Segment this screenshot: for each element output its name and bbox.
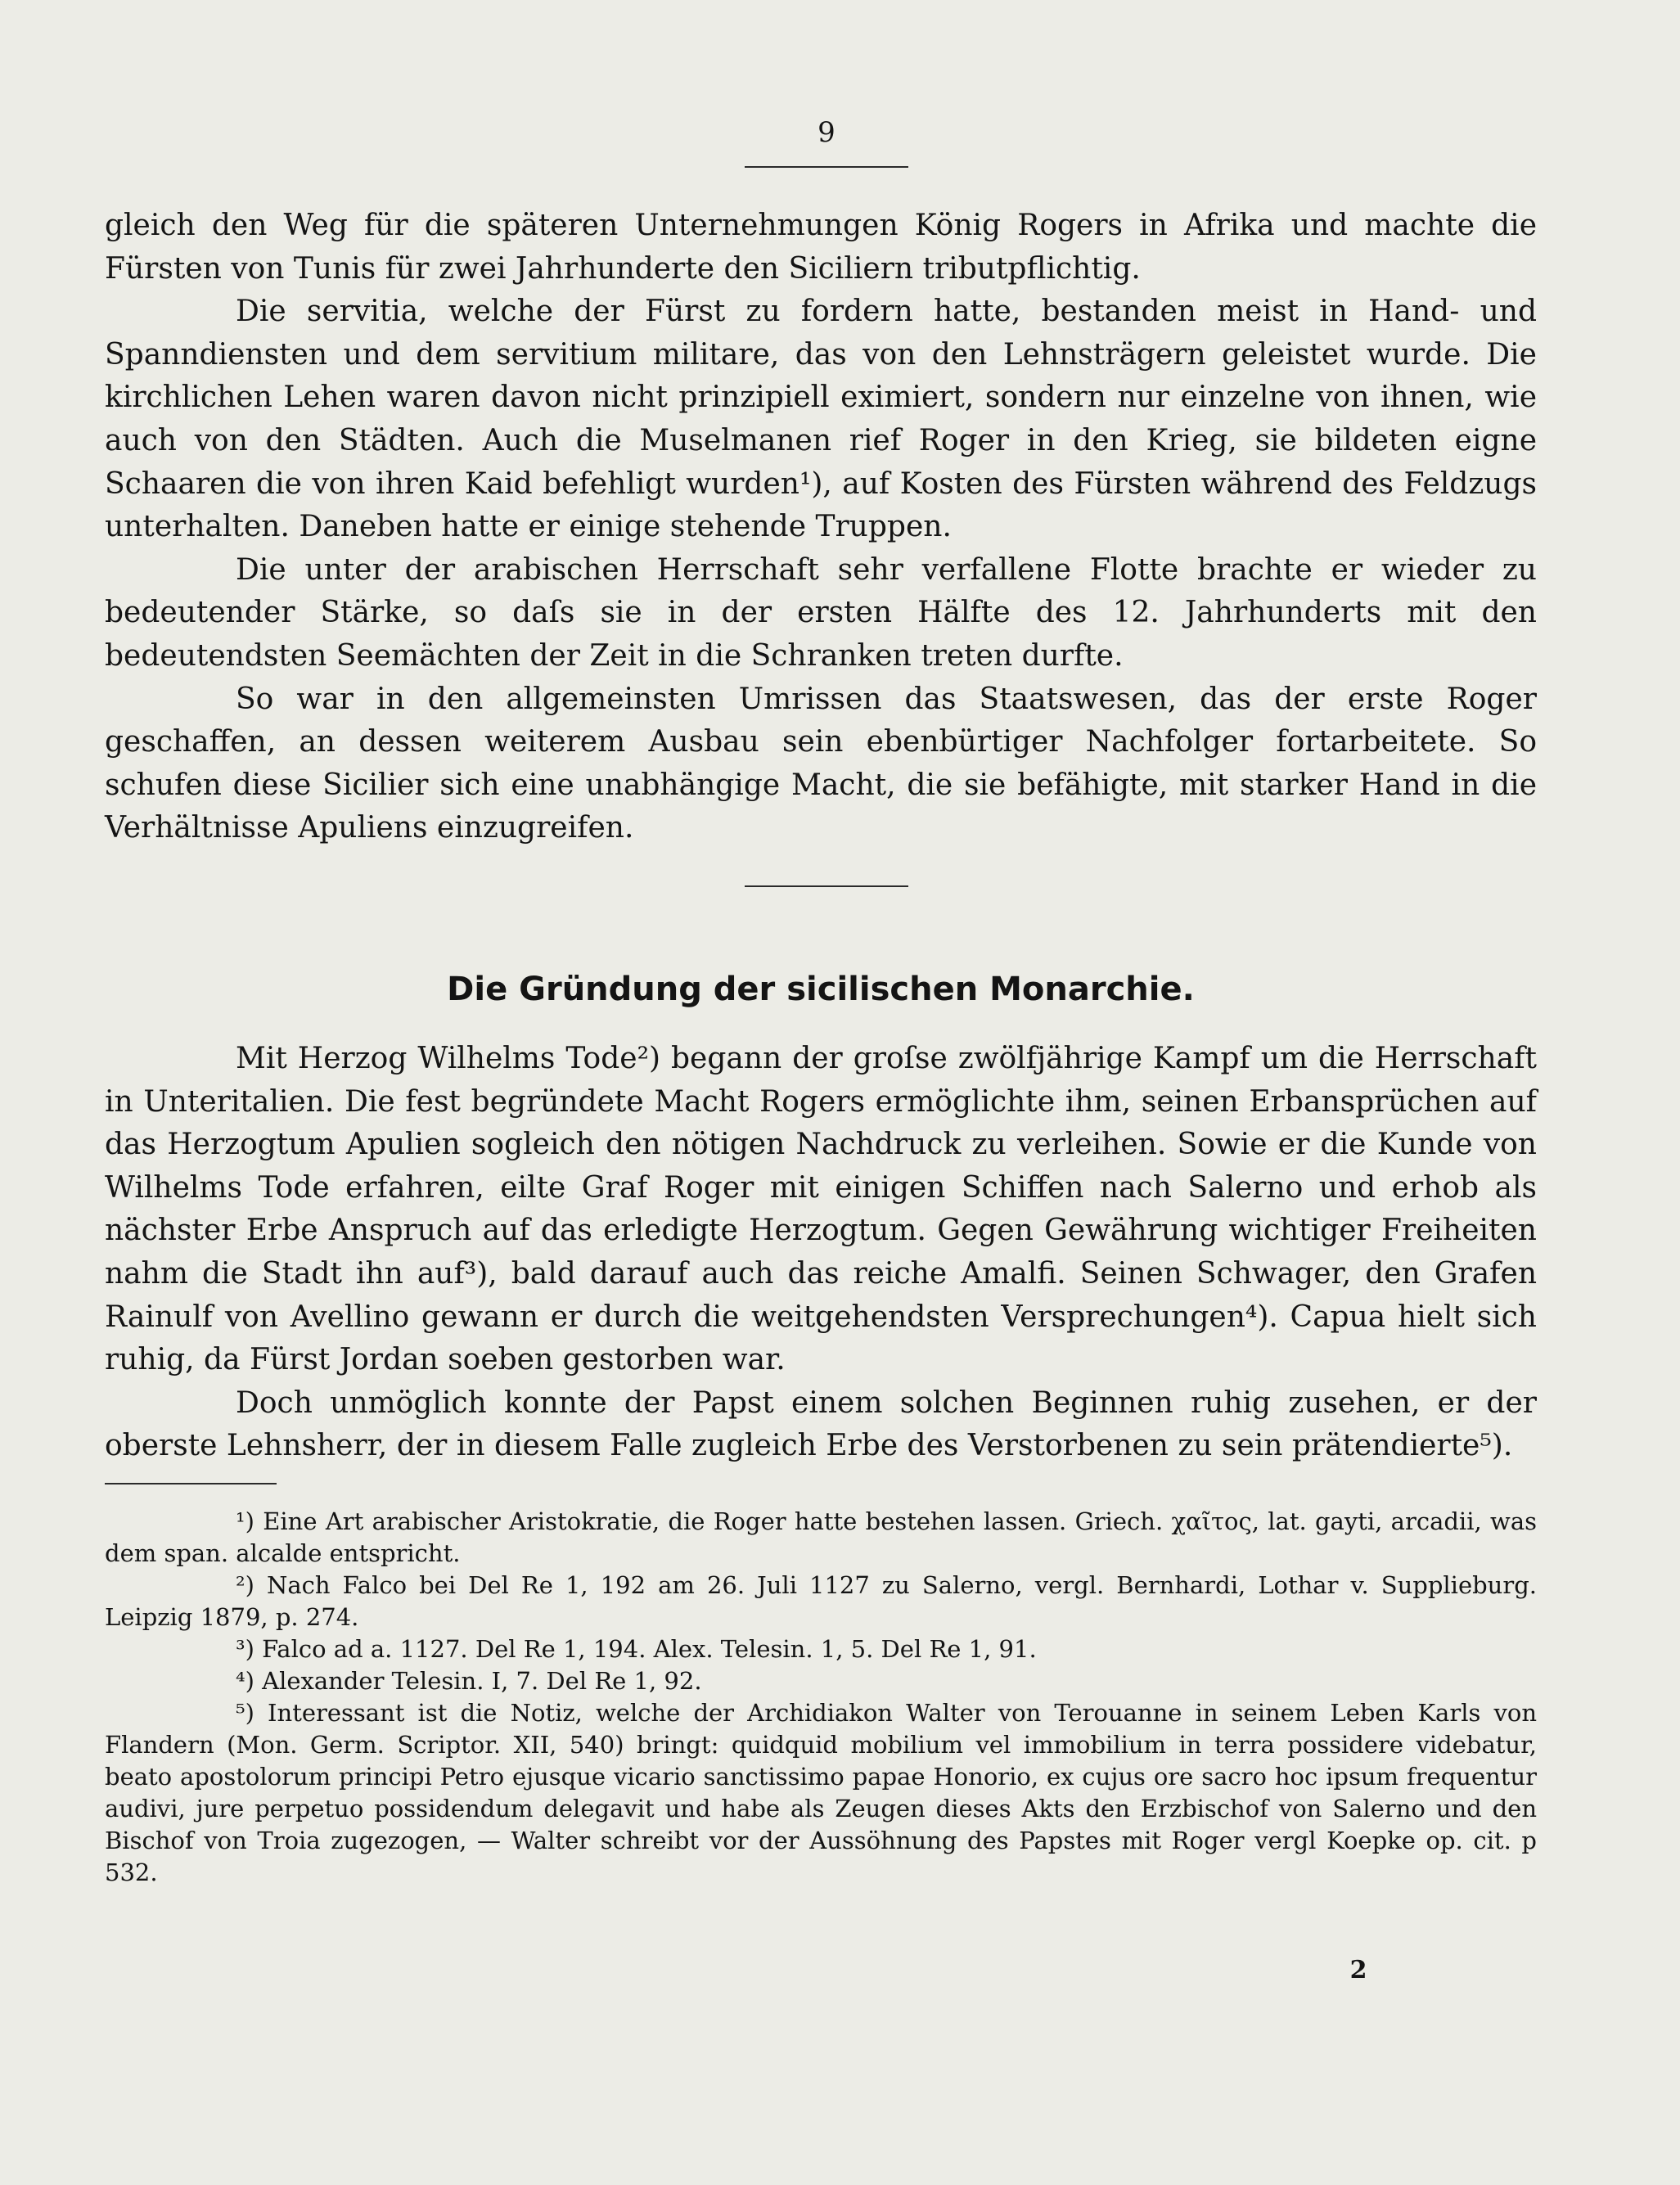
footnote: ⁴) Alexander Telesin. I, 7. Del Re 1, 92. [236, 1667, 702, 1695]
paragraph: Die servitia, welche der Fürst zu fordern hatte, bestanden meist in Hand- und Spanndiensten und dem servitium militare, das von den Lehnsträgern geleistet wurde. Die kirchlichen Lehen waren davon nicht prinzipiell eximiert, sondern nur einzelne von ihnen, wie auch von den Städten. Auch die Muselmanen rief Roger in den Krieg, sie bildeten eigne Schaaren die von ihren Kaid befehligt wurden¹), auf Kosten des Fürsten während des Feldzugs unterhalten. Daneben hatte er einige stehende Truppen. [105, 295, 1537, 544]
section-heading: Die Gründung der sicilischen Monarchie. [447, 971, 1195, 1008]
footnote: ³) Falco ad a. 1127. Del Re 1, 194. Alex. Telesin. 1, 5. Del Re 1, 91. [236, 1635, 1037, 1663]
footnote: ²) Nach Falco bei Del Re 1, 192 am 26. Juli 1127 zu Salerno, vergl. Bernhardi, Lothar v. Supplieburg. Leipzig 1879, p. 274. [105, 1571, 1537, 1631]
signature-mark: 2 [1349, 1956, 1367, 1985]
page-number: 9 [817, 116, 835, 149]
body-text-block-2 [105, 1038, 1537, 1468]
paragraph: So war in den allgemeinsten Umrissen das Staatswesen, das der erste Roger geschaffen, an dessen weiterem Ausbau sein ebenbürtiger Nachfolger fortarbeitete. So schufen diese Sicilier sich eine unabhängige Macht, die sie befähigte, mit starker Hand in die Verhältnisse Apuliens einzugreifen. [105, 682, 1537, 845]
footnote-rule [105, 1483, 277, 1484]
body-text-block-1 [105, 205, 1537, 850]
paragraph: Doch unmöglich konnte der Papst einem solchen Beginnen ruhig zusehen, er der oberste Lehnsherr, der in diesem Falle zugleich Erbe des Verstorbenen zu sein prätendierte⁵). [105, 1385, 1537, 1463]
header-rule [745, 166, 908, 168]
paragraph: Mit Herzog Wilhelms Tode²) begann der groſse zwölfjährige Kampf um die Herrschaft in Unteritalien. Die fest begründete Macht Rogers ermöglichte ihm, seinen Erbansprüchen auf das Herzogtum Apulien sogleich den nötigen Nachdruck zu verleihen. Sowie er die Kunde von Wilhelms Tode erfahren, eilte Graf Roger mit einigen Schiffen nach Salerno und erhob als nächster Erbe Anspruch auf das erledigte Herzogtum. Gegen Gewährung wichtiger Freiheiten nahm die Stadt ihn auf³), bald darauf auch das reiche Amalfi. Seinen Schwager, den Grafen Rainulf von Avellino gewann er durch die weitgehendsten Versprechungen⁴). Capua hielt sich ruhig, da Fürst Jordan soeben gestorben war. [105, 1042, 1537, 1377]
paragraph: gleich den Weg für die späteren Unternehmungen König Rogers in Afrika und machte die Fürsten von Tunis für zwei Jahrhunderte den Siciliern tributpflichtig. [105, 209, 1537, 286]
footnote: ⁵) Interessant ist die Notiz, welche der Archidiakon Walter von Terouanne in seinem Leben Karls von Flandern (Mon. Germ. Scriptor. XII, 540) bringt: quidquid mobilium vel immobilium in terra possidere videbatur, beato apostolorum principi Petro ejusque vicario sanctissimo papae Honorio, ex cujus ore sacro hoc ipsum frequentur audivi, jure perpetuo possidendum delegavit und habe als Zeugen dieses Akts den Erzbischof von Salerno und den Bischof von Troia zugezogen, — Walter schreibt vor der Aussöhnung des Papstes mit Roger vergl Koepke op. cit. p 532. [105, 1699, 1537, 1886]
footnote: ¹) Eine Art arabischer Aristokratie, die Roger hatte bestehen lassen. Griech. χαῖτος, lat. gayti, arcadii, was dem span. alcalde entspricht. [105, 1507, 1537, 1567]
paragraph: Die unter der arabischen Herrschaft sehr verfallene Flotte brachte er wieder zu bedeutender Stärke, so daſs sie in der ersten Hälfte des 12. Jahrhunderts mit den bedeutendsten Seemächten der Zeit in die Schranken treten durfte. [105, 552, 1537, 673]
section-rule [745, 885, 908, 887]
footnotes [105, 1506, 1537, 1889]
